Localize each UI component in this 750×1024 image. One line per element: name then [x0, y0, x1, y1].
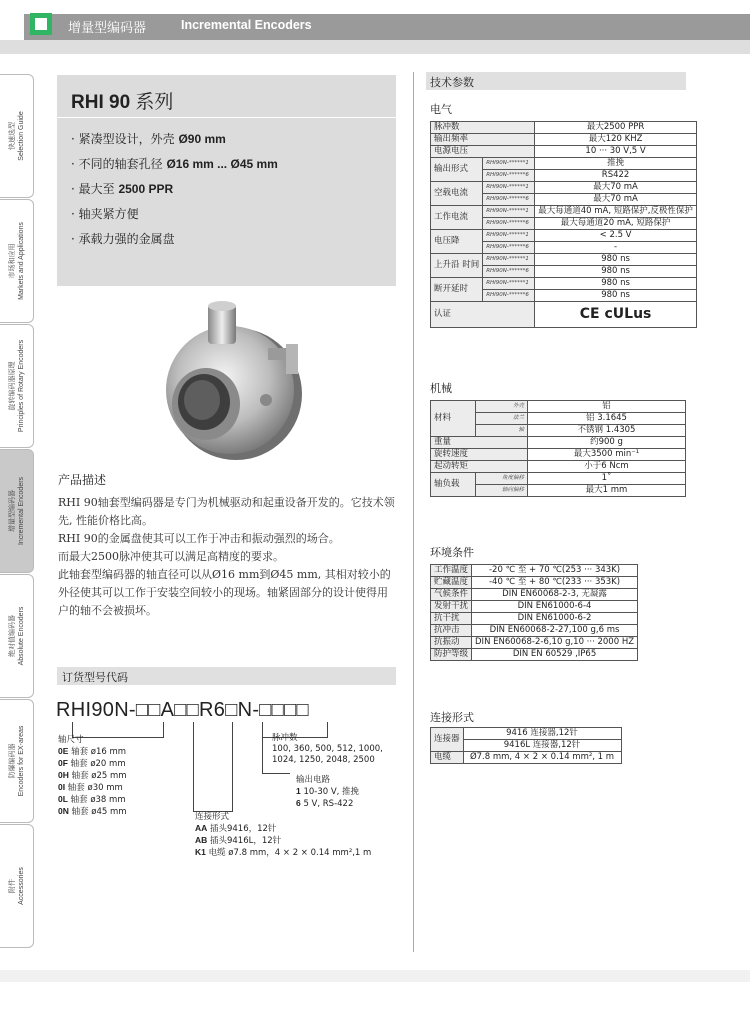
- spec-row: [431, 601, 638, 613]
- spec-subkey: RHI90N-******6: [483, 218, 535, 230]
- order-option-text: 轴套 ø20 mm: [70, 759, 126, 769]
- spec-label: 电压降: [431, 230, 483, 254]
- order-option-text: 轴套 ø30 mm: [67, 783, 123, 793]
- description-paragraph: RHI 90的金属盘使其可以工作于冲击和振动强烈的场合。: [58, 532, 340, 545]
- output-block: [296, 775, 359, 810]
- spec-row: [431, 401, 686, 413]
- spec-value: RS422: [535, 170, 697, 182]
- spec-row: [431, 613, 638, 625]
- order-option: [195, 835, 371, 847]
- spec-row: [431, 134, 697, 146]
- spec-value: 最大1 mm: [528, 485, 686, 497]
- bracket-conn: [193, 722, 233, 812]
- header-title-en: Incremental Encoders: [181, 18, 312, 32]
- sidebar-tab-4[interactable]: [0, 574, 34, 698]
- spec-row: [431, 625, 638, 637]
- shaft-size-label: 轴尺寸: [58, 735, 84, 745]
- spec-label: 断开延时: [431, 278, 483, 302]
- order-option-code: 0E: [58, 746, 69, 756]
- spec-value: -40 ℃ 至 + 80 ℃(233 ··· 353K): [472, 577, 638, 589]
- sidebar-tab-label: [8, 867, 26, 905]
- spec-subkey: 角度偏移: [476, 473, 528, 485]
- spec-value: 铝: [528, 401, 686, 413]
- sidebar: [0, 74, 34, 952]
- spec-value: 铝 3.1645: [528, 413, 686, 425]
- spec-row: [431, 449, 686, 461]
- sidebar-tab-cn: 快速选型: [8, 122, 16, 151]
- sidebar-tab-label: [8, 340, 26, 432]
- spec-value: 最大每通道40 mA, 短路保护,反极性保护: [535, 206, 697, 218]
- connection-title: 连接形式: [430, 711, 474, 724]
- spec-value: DIN EN 60529 ,IP65: [472, 649, 638, 661]
- order-option-code: 0N: [58, 806, 69, 816]
- environment-table: [430, 564, 638, 661]
- electrical-title: 电气: [430, 103, 452, 116]
- spec-subkey: 法兰: [476, 413, 528, 425]
- order-option-text: 插头9416，12针: [209, 824, 277, 834]
- spec-label: 上升沿 时间: [431, 254, 483, 278]
- spec-label: 材料: [431, 401, 476, 437]
- page-header: [0, 0, 750, 54]
- brand-logo-icon: [30, 13, 52, 35]
- order-option-code: 0L: [58, 794, 68, 804]
- spec-row: [431, 182, 697, 194]
- spec-subkey: RHI90N-******1: [483, 158, 535, 170]
- spec-value: 980 ns: [535, 290, 697, 302]
- spec-subkey: 外壳: [476, 401, 528, 413]
- spec-value: 最大70 mA: [535, 194, 697, 206]
- spec-subkey: RHI90N-******1: [483, 254, 535, 266]
- spec-value: Ø7.8 mm, 4 × 2 × 0.14 mm², 1 m: [463, 752, 621, 764]
- order-option: [296, 798, 359, 810]
- order-option: [296, 786, 359, 798]
- spec-subkey: RHI90N-******6: [483, 242, 535, 254]
- spec-value: -20 ℃ 至 + 70 ℃(253 ··· 343K): [472, 565, 638, 577]
- divider: [57, 117, 396, 118]
- feature-bold: Ø90 mm: [178, 132, 226, 146]
- feature-bold: 2500 PPR: [118, 182, 174, 196]
- spec-subkey: RHI90N-******1: [483, 182, 535, 194]
- spec-subkey: RHI90N-******6: [483, 290, 535, 302]
- sidebar-tab-en: Incremental Encoders: [17, 476, 25, 546]
- spec-label: 起动转矩: [431, 461, 528, 473]
- spec-value: 最大120 KHZ: [535, 134, 697, 146]
- spec-label: 贮藏温度: [431, 577, 472, 589]
- spec-label: 输出形式: [431, 158, 483, 182]
- spec-value: 不锈钢 1.4305: [528, 425, 686, 437]
- spec-row: [431, 473, 686, 485]
- pulse-values: 1024, 1250, 2048, 2500: [272, 755, 375, 765]
- spec-value: -: [535, 242, 697, 254]
- spec-label: 脉冲数: [431, 122, 535, 134]
- spec-row: [431, 565, 638, 577]
- feature-item: · 轴夹紧方便: [71, 207, 139, 221]
- connection-block: [195, 812, 371, 859]
- feature-item: · 紧凑型设计，外壳 Ø90 mm: [71, 132, 226, 146]
- spec-label: 防护等级: [431, 649, 472, 661]
- spec-row: [431, 230, 697, 242]
- order-option-text: 电缆 ø7.8 mm，4 × 2 × 0.14 mm²,1 m: [208, 848, 372, 858]
- order-option: [58, 758, 127, 770]
- order-option-text: 10-30 V, 推挽: [303, 787, 360, 797]
- spec-label: 连接器: [431, 728, 464, 752]
- feature-item: · 承载力强的金属盘: [71, 232, 175, 246]
- spec-row: [431, 254, 697, 266]
- spec-value: 最大2500 PPR: [535, 122, 697, 134]
- spec-value: DIN EN60068-2-3, 无凝露: [472, 589, 638, 601]
- spec-value: 9416L 连接器,12针: [463, 740, 621, 752]
- specs-title: 技术参数: [430, 76, 474, 89]
- description-paragraph: RHI 90轴套型编码器是专门为机械驱动和起重设备开发的。它技术领先, 性能价格比高。: [58, 496, 395, 527]
- spec-value: DIN EN61000-6-4: [472, 601, 638, 613]
- order-code-title: 订货型号代码: [62, 671, 128, 684]
- electrical-table: [430, 121, 697, 328]
- spec-subkey: RHI90N-******6: [483, 194, 535, 206]
- sidebar-tab-en: Markets and Applications: [17, 222, 25, 300]
- order-option-code: 6: [296, 798, 301, 808]
- environment-title: 环境条件: [430, 546, 474, 559]
- order-option-text: 轴套 ø38 mm: [70, 795, 126, 805]
- order-option: [195, 823, 371, 835]
- spec-label: 工作温度: [431, 565, 472, 577]
- order-option-text: 5 V, RS-422: [303, 799, 354, 809]
- spec-label: 电源电压: [431, 146, 535, 158]
- header-title-cn: 增量型编码器: [68, 21, 147, 36]
- description-title: 产品描述: [58, 473, 107, 487]
- spec-value: DIN EN60068-2-27,100 g,6 ms: [472, 625, 638, 637]
- product-description: [58, 494, 398, 620]
- order-option-code: AB: [195, 835, 208, 845]
- spec-value: 980 ns: [535, 266, 697, 278]
- shaft-size-block: [58, 735, 127, 818]
- sidebar-tab-en: Selection Guide: [17, 111, 25, 161]
- sidebar-tab-0[interactable]: [0, 74, 34, 198]
- feature-bold: Ø16 mm ... Ø45 mm: [166, 157, 278, 171]
- order-option-code: 0H: [58, 770, 69, 780]
- encoder-product-photo: [148, 296, 318, 466]
- sidebar-tab-3[interactable]: [0, 449, 34, 573]
- spec-subkey: RHI90N-******6: [483, 170, 535, 182]
- description-paragraph: 此轴套型编码器的轴直径可以从Ø16 mm到Ø45 mm, 其相对较小的外径使其可以工作于安装空间较小的现场。轴紧固部分的设计使得用户的轴不会被损坏。: [58, 568, 391, 617]
- spec-row: [431, 158, 697, 170]
- spec-subkey: RHI90N-******1: [483, 278, 535, 290]
- sidebar-tab-5[interactable]: [0, 699, 34, 823]
- spec-value: DIN EN60068-2-6,10 g,10 ··· 2000 HZ: [472, 637, 638, 649]
- header-underbar: [0, 40, 750, 54]
- spec-row: [431, 206, 697, 218]
- spec-label: 输出频率: [431, 134, 535, 146]
- sidebar-tab-cn: 市场和应用: [8, 243, 16, 279]
- order-option-code: AA: [195, 823, 208, 833]
- spec-row: [431, 752, 622, 764]
- spec-label: 认证: [431, 302, 535, 328]
- spec-value: DIN EN61000-6-2: [472, 613, 638, 625]
- sidebar-tab-cn: 防爆编码器: [8, 743, 16, 779]
- spec-row: [431, 302, 697, 328]
- order-option-code: 1: [296, 786, 301, 796]
- spec-row: [431, 122, 697, 134]
- spec-subkey: RHI90N-******1: [483, 206, 535, 218]
- spec-label: 发射干扰: [431, 601, 472, 613]
- product-title: RHI 90 系列: [71, 91, 174, 113]
- spec-value: 约900 g: [528, 437, 686, 449]
- spec-value: < 2.5 V: [535, 230, 697, 242]
- spec-subkey: 轴向偏移: [476, 485, 528, 497]
- spec-subkey: 轴: [476, 425, 528, 437]
- sidebar-tab-6[interactable]: [0, 824, 34, 948]
- mechanical-title: 机械: [430, 382, 452, 395]
- sidebar-tab-label: [8, 607, 26, 666]
- mechanical-table: [430, 400, 686, 497]
- sidebar-tab-1[interactable]: [0, 199, 34, 323]
- sidebar-tab-2[interactable]: [0, 324, 34, 448]
- spec-row: [431, 589, 638, 601]
- output-label: 输出电路: [296, 775, 331, 785]
- spec-row: [431, 278, 697, 290]
- connection-table: [430, 727, 622, 764]
- spec-value: 1˚: [528, 473, 686, 485]
- sidebar-tab-cn: 附件: [8, 879, 16, 894]
- spec-value: CE cULus: [535, 302, 697, 328]
- order-option-code: 0I: [58, 782, 66, 792]
- feature-item: · 最大至 2500 PPR: [71, 182, 174, 196]
- order-option: [58, 782, 127, 794]
- spec-row: [431, 146, 697, 158]
- spec-value: 980 ns: [535, 254, 697, 266]
- spec-value: 最大每通道20 mA, 短路保护: [535, 218, 697, 230]
- spec-subkey: RHI90N-******1: [483, 230, 535, 242]
- sidebar-tab-label: [8, 726, 26, 797]
- order-option-text: 轴套 ø25 mm: [71, 771, 127, 781]
- feature-item: · 不同的轴套孔径 Ø16 mm ... Ø45 mm: [71, 157, 278, 171]
- pulse-label: 脉冲数: [272, 733, 298, 743]
- connection-label: 连接形式: [195, 812, 230, 822]
- order-option-code: 0F: [58, 758, 68, 768]
- order-option: [58, 794, 127, 806]
- spec-value: 小于6 Ncm: [528, 461, 686, 473]
- column-divider: [413, 72, 414, 952]
- order-option-text: 轴套 ø45 mm: [71, 807, 127, 817]
- order-option: [195, 847, 371, 859]
- spec-row: [431, 637, 638, 649]
- product-summary-box: [57, 75, 396, 286]
- spec-label: 工作电流: [431, 206, 483, 230]
- spec-label: 气候条件: [431, 589, 472, 601]
- spec-label: 抗振动: [431, 637, 472, 649]
- pulse-block: [272, 733, 383, 766]
- order-option-code: K1: [195, 847, 206, 857]
- sidebar-tab-en: Encoders for EX-areas: [17, 725, 25, 797]
- order-option-text: 轴套 ø16 mm: [71, 747, 127, 757]
- description-paragraph: 而最大2500脉冲使其可以满足高精度的要求。: [58, 550, 284, 563]
- order-option: [58, 806, 127, 818]
- sidebar-tab-cn: 旋转编码器原理: [8, 361, 16, 411]
- spec-row: [431, 728, 622, 740]
- spec-row: [431, 461, 686, 473]
- spec-label: 电缆: [431, 752, 464, 764]
- order-option: [58, 770, 127, 782]
- spec-value: 推挽: [535, 158, 697, 170]
- spec-row: [431, 649, 638, 661]
- sidebar-tab-cn: 增量型编码器: [8, 490, 16, 532]
- sidebar-tab-label: [8, 111, 26, 160]
- sidebar-tab-label: [8, 222, 26, 300]
- spec-label: 重量: [431, 437, 528, 449]
- spec-value: 10 ··· 30 V,5 V: [535, 146, 697, 158]
- spec-label: 空载电流: [431, 182, 483, 206]
- sidebar-tab-en: Accessories: [17, 867, 25, 905]
- order-option: [58, 746, 127, 758]
- sidebar-tab-label: [8, 477, 26, 545]
- spec-subkey: RHI90N-******6: [483, 266, 535, 278]
- sidebar-tab-en: Principles of Rotary Encoders: [17, 339, 25, 433]
- spec-label: 抗干扰: [431, 613, 472, 625]
- page-footer: [0, 970, 750, 982]
- spec-label: 抗冲击: [431, 625, 472, 637]
- spec-value: 最大3500 min⁻¹: [528, 449, 686, 461]
- sidebar-tab-en: Absolute Encoders: [17, 606, 25, 666]
- sidebar-tab-cn: 绝对值编码器: [8, 615, 16, 658]
- spec-label: 旋转速度: [431, 449, 528, 461]
- order-option-text: 插头9416L，12针: [209, 836, 282, 846]
- spec-label: 轴负载: [431, 473, 476, 497]
- spec-value: 9416 连接器,12针: [463, 728, 621, 740]
- order-code: RHI90N-□□A□□R6□N-□□□□: [56, 699, 309, 721]
- spec-row: [431, 577, 638, 589]
- spec-value: 最大70 mA: [535, 182, 697, 194]
- spec-row: [431, 437, 686, 449]
- pulse-values: 100, 360, 500, 512, 1000,: [272, 744, 383, 754]
- spec-value: 980 ns: [535, 278, 697, 290]
